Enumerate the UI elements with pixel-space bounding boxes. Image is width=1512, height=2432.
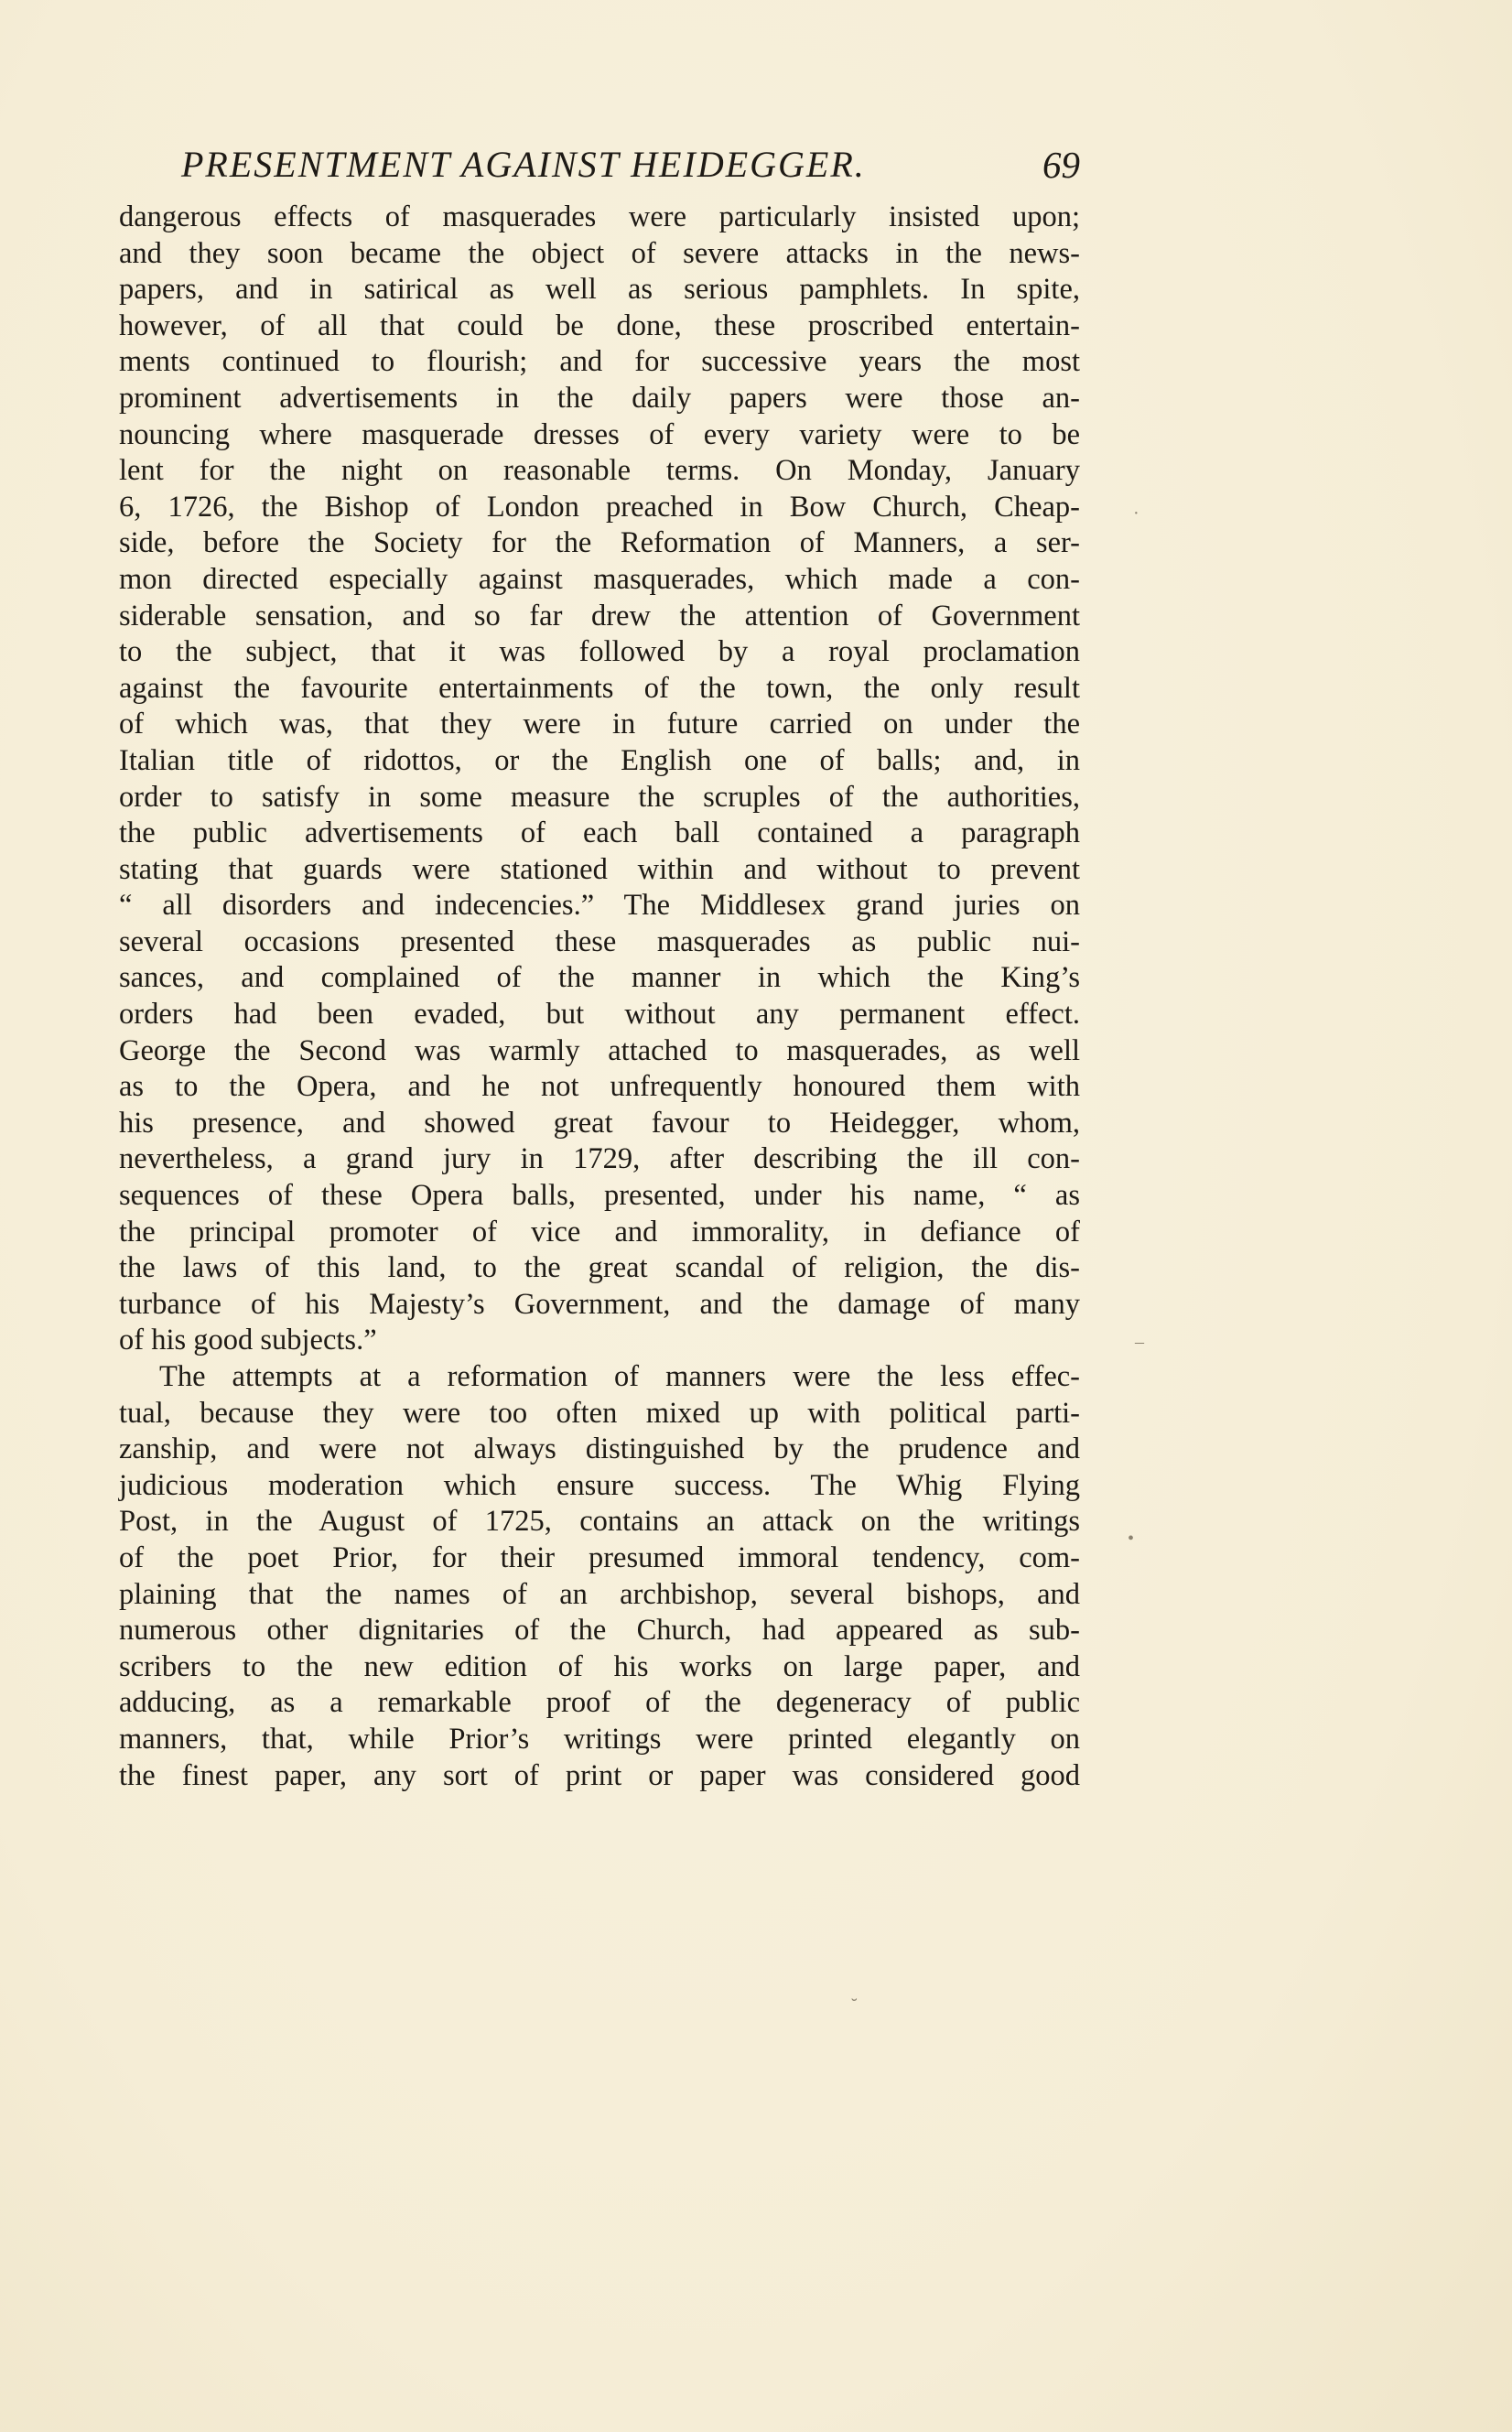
text-line: George the Second was warmly attached to masquerades, as well bbox=[119, 1033, 1080, 1067]
text-line: turbance of his Majesty’s Government, and the damage of many bbox=[119, 1287, 1080, 1321]
text-line: Italian title of ridottos, or the English one of balls; and, in bbox=[119, 743, 1080, 777]
speck-mark: • bbox=[1128, 1529, 1135, 1549]
text-line: numerous other dignitaries of the Church, had appeared as sub- bbox=[119, 1614, 1080, 1648]
text-line: 6, 1726, the Bishop of London preached in Bow Church, Cheap- bbox=[119, 490, 1080, 524]
text-line: orders had been evaded, but without any permanent effect. bbox=[119, 998, 1080, 1032]
speck-mark: ˘ bbox=[851, 1995, 858, 2016]
text-line: the laws of this land, to the great scandal of religion, the dis- bbox=[119, 1251, 1080, 1285]
text-line: sequences of these Opera balls, presented, under his name, “ as bbox=[119, 1179, 1080, 1213]
text-line: scribers to the new edition of his works on large paper, and bbox=[119, 1649, 1080, 1683]
text-line: tual, because they were too often mixed up with political parti- bbox=[119, 1396, 1080, 1430]
body-text bbox=[119, 200, 1080, 1794]
text-line: “ all disorders and indecencies.” The Middlesex grand juries on bbox=[119, 889, 1080, 923]
text-line: adducing, as a remarkable proof of the degeneracy of public bbox=[119, 1686, 1080, 1720]
text-line: of the poet Prior, for their presumed immoral tendency, com- bbox=[119, 1540, 1080, 1574]
running-head: PRESENTMENT AGAINST HEIDEGGER. bbox=[181, 144, 866, 185]
text-line: Post, in the August of 1725, contains an attack on the writings bbox=[119, 1505, 1080, 1539]
text-line: zanship, and were not always distinguished by the prudence and bbox=[119, 1432, 1080, 1466]
text-line: to the subject, that it was followed by a royal proclamation bbox=[119, 635, 1080, 669]
text-line: as to the Opera, and he not unfrequently honoured them with bbox=[119, 1070, 1080, 1104]
text-line: the principal promoter of vice and immorality, in defiance of bbox=[119, 1215, 1080, 1248]
text-line: siderable sensation, and so far drew the attention of Government bbox=[119, 599, 1080, 632]
text-line: lent for the night on reasonable terms. On Monday, January bbox=[119, 454, 1080, 488]
text-line: dangerous effects of masquerades were particularly insisted upon; bbox=[119, 200, 1080, 233]
page-header bbox=[119, 137, 1080, 192]
text-line: however, of all that could be done, these proscribed entertain- bbox=[119, 308, 1080, 342]
speck-mark: · bbox=[1133, 503, 1139, 524]
text-line: judicious moderation which ensure success. The Whig Flying bbox=[119, 1468, 1080, 1502]
text-line: nevertheless, a grand jury in 1729, after describing the ill con- bbox=[119, 1142, 1080, 1176]
text-line: of which was, that they were in future carried on under the bbox=[119, 708, 1080, 741]
text-line: nouncing where masquerade dresses of every variety were to be bbox=[119, 417, 1080, 451]
dash-mark: – bbox=[1135, 1332, 1144, 1352]
text-line: the public advertisements of each ball contained a paragraph bbox=[119, 816, 1080, 850]
page-number: 69 bbox=[1042, 144, 1080, 186]
text-line: plaining that the names of an archbishop, several bishops, and bbox=[119, 1577, 1080, 1611]
text-line: side, before the Society for the Reformation of Manners, a ser- bbox=[119, 526, 1080, 560]
text-line: mon directed especially against masquerades, which made a con- bbox=[119, 562, 1080, 596]
text-line: manners, that, while Prior’s writings were printed elegantly on bbox=[119, 1722, 1080, 1756]
text-line: his presence, and showed great favour to Heidegger, whom, bbox=[119, 1106, 1080, 1140]
text-line: prominent advertisements in the daily papers were those an- bbox=[119, 381, 1080, 415]
text-line: the finest paper, any sort of print or paper was considered good bbox=[119, 1758, 1080, 1792]
text-line: papers, and in satirical as well as serious pamphlets. In spite, bbox=[119, 273, 1080, 307]
text-line: stating that guards were stationed within and without to prevent bbox=[119, 852, 1080, 886]
text-line: sances, and complained of the manner in which the King’s bbox=[119, 961, 1080, 995]
text-line: ments continued to flourish; and for successive years the most bbox=[119, 345, 1080, 379]
text-line: against the favourite entertainments of the town, the only result bbox=[119, 671, 1080, 705]
paragraph-end-line: of his good subjects.” bbox=[119, 1324, 377, 1357]
text-line: and they soon became the object of severe attacks in the news- bbox=[119, 236, 1080, 270]
text-line: order to satisfy in some measure the scruples of the authorities, bbox=[119, 780, 1080, 814]
text-line: several occasions presented these masquerades as public nui- bbox=[119, 924, 1080, 958]
paragraph-start-line: The attempts at a reformation of manners were the less effec- bbox=[159, 1360, 1080, 1393]
